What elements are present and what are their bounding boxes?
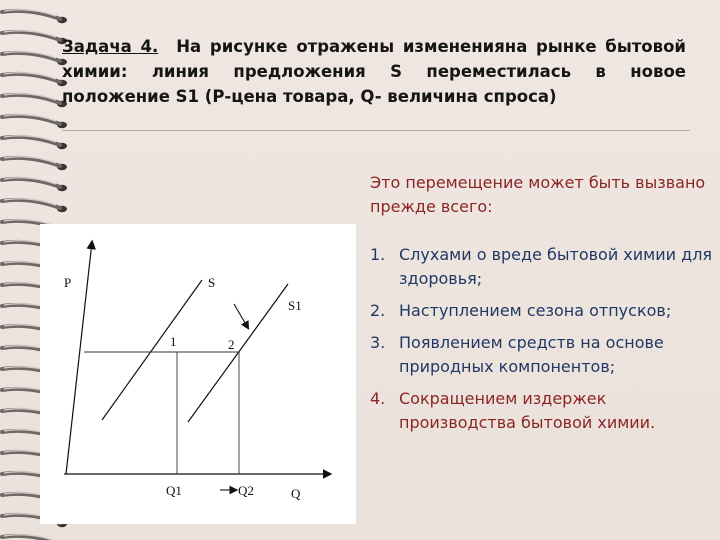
answer-intro: Это перемещение может быть вызвано прежде всего:	[370, 173, 706, 216]
point-2-label: 2	[228, 337, 235, 352]
supply-line-s	[102, 280, 202, 420]
task-text: На рисунке отражены измененияна рынке бытовой химии: линия предложения S переместилась в новое положение S1 (Р-цена товара, Q- величина спроса)	[62, 37, 686, 106]
q1-label: Q1	[166, 483, 182, 498]
s-label: S	[208, 275, 216, 290]
q-axis-label: Q	[291, 486, 301, 501]
supply-line-s1	[188, 284, 288, 422]
answer-item-3: 3. Появлением средств на основе природных компонентов;	[370, 333, 664, 376]
answer-item-2: 2. Наступлением сезона отпусков;	[370, 301, 672, 320]
answer-panel	[370, 171, 715, 443]
p-axis-label: P	[64, 275, 72, 290]
s1-label: S1	[288, 298, 302, 313]
point-1-label: 1	[170, 334, 177, 349]
answer-item-4: 4. Сокращением издержек производства бытовой химии.	[370, 389, 656, 432]
divider-line	[62, 130, 690, 131]
shift-arrow	[234, 304, 248, 328]
supply-graph	[40, 224, 356, 524]
answer-list	[370, 243, 715, 435]
task-statement	[62, 34, 686, 109]
answer-item-1: 1. Слухами о вреде бытовой химии для здоровья;	[370, 245, 713, 288]
task-label: Задача 4.	[62, 37, 159, 56]
q2-label: Q2	[238, 483, 254, 498]
